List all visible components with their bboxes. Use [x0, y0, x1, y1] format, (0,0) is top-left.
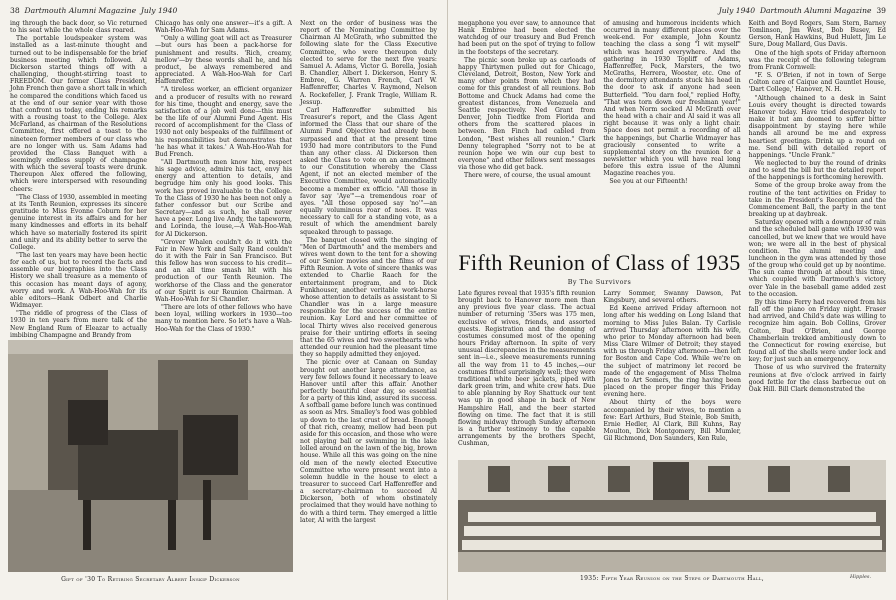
crowd-jackets: [462, 512, 882, 550]
paragraph: See you at our Fifteenth!: [609, 178, 688, 186]
right-column-2: [603, 20, 740, 248]
right-page: [448, 0, 896, 600]
page-number-left: 38: [10, 6, 20, 15]
right-column-1: [458, 20, 595, 248]
left-column-1: [10, 20, 147, 350]
paragraph: "All Dartmouth men know him, respect his sage advice, admire his tact, envy his energy and attention to details, and begrudge him only his good looks. This work has proved invaluable to the College. To the Class of 1930 he has been not only a father confessor but our Scribe and Secretary—and as such, he shall never have a peer. Long live Andy, the tapeworm, and Lorinda, the louse,—A Wah-Hoo-Wah for Al Dickerson.: [155, 158, 292, 238]
issue-date-right: July 1940: [718, 6, 756, 15]
left-column-2: [155, 20, 292, 350]
paragraph: Chicago has only one answer—it's a gift. A Wah-Hoo-Wah for Sam Adams.: [155, 20, 292, 35]
paragraph: "F. S. O'Brien, if not in town of Serge Colton care of Caique and Gauntlet House, 'Dart College,' Hanover, N. H.: [748, 72, 886, 94]
gift-photo-illustration: [8, 340, 293, 572]
paragraph: "Although chained to a desk in Saint Louis every thought is directed towards Hanover today. Have tried desperately to make it but am doomed to suffer bitter disappointment by staying here while hands all around be me and express heartiest greetings. Drink up a round on me. Send bill with detailed report of happenings. "Uncle Frank.": [748, 94, 886, 159]
article-column-1: [458, 290, 596, 448]
paragraph: "Only a willing goat will act as Treasurer—but ours has been a pack-horse for punishment and results. 'Rich, creamy, mellow'—by these words shall he, and his product, be always remembered and appreciated. A Wah-Hoo-Wah for Carl Haffenreffer.: [155, 35, 292, 86]
paragraph: "The riddle of progress of the Class of 1930 in ten years from mere talk of the New England Rum of Eleazar to actually imbibing Champagne and Brandy from: [10, 310, 147, 339]
left-text-columns: [10, 20, 437, 524]
paragraph: The banquet closed with the singing of "Men of Dartmouth" and the members and wives went down to the tent for a showing of our Senior movies and the films of our Fifth Reunion. A vote of sincere thanks was extended to Charlie Raach for the entertainment program, and to Dick Funkhouser, another veritable work-horse whose attention to details as assistant to Si Chandler was in a large measure responsible for the success of the entire reunion. Kay Lord and her committee of local Thirty wives also received generous praise for their untiring efforts in seeing that the 65 wives and two sweethearts who attended our reunion had the pleasant time they so happily admitted they enjoyed.: [300, 236, 437, 359]
reunion-photo: [458, 460, 886, 572]
paragraph: We neglected to buy the round of drinks and to send the bill but the detailed report of the happenings is forthcoming herewith.: [748, 159, 886, 182]
paragraph: One of the high spots of Friday afternoon was the receipt of the following telegram from Frank Cornwell:: [748, 49, 886, 71]
paragraph: The picnic over at Canaan on Sunday brought out another large attendance, as very few fellows found it necessary to leave Hanover until after this affair. Another perfectly beautiful clear day, so essential for a party of this kind, assured its success. A softball game before lunch was continued as soon as Mrs. Smalley's food was gobbled up down to the last crust of bread. Enough of that rich, creamy, mellow had been put aside for this occasion, and those who were not playing ball or swimming in the lake lolled around on the lawn of the big, brown house. While all this was going on the nine old men of the newly elected Executive Committee who were present went into a solemn huddle in the house to elect a treasurer to succeed Carl Haffenreffer and a secretary-chairman to succeed Al Dickerson, both of whom obstinately proclaimed that they would have nothing to do with a third term. They emerged a little later, Al with the largest: [300, 359, 437, 524]
gift-photo-caption: Gift of '30 To Retiring Secretary Albert Inskip Dickerson: [61, 576, 240, 583]
paragraph: There were, of course, the usual amount: [464, 172, 591, 180]
issue-date-left: July 1940: [140, 6, 178, 15]
paragraph: "A tireless worker, an efficient organizer and a producer of results with no reward for his time, thought and energy, save the satisfaction of a job well done—this must be the life of our Alumni Fund Agent. His record of accomplishment for the Class of 1930 not only bespeaks of the fulfillment of his responsibilities but demonstrates that 'he has what it takes.' A Wah-Hoo-Wah for Bud French.: [155, 86, 292, 158]
paragraph: Saturday opened with a downpour of rain and the scheduled ball game with 1930 was cancelled, but we knew that we would have won; we were all in the best of physical condition. The alumni meeting and luncheon in the gym was attended by those of the group who could get up by noontime. The sun came through at about this time, which coupled with Dartmouth's victory over Yale in the baseball game added zest to the occasion.: [748, 219, 886, 298]
paragraph: "There are lots of other fellows who have been loyal, willing workers in 1930—too many to mention here. So let's have a Wah-Hoo-Wah for the Class of 1930.": [155, 304, 292, 333]
paragraph: Carl Haffenreffer submitted his Treasurer's report, and the Class Agent informed the Class that our share of the Alumni Fund Objective had already been surpassed and that at the present time 1930 had more contributors to the Fund than any other class. Al Dickerson then asked the Class to vote on an amendment to our Constitution whereby the Class Agent, if not an elected member of the Executive Committee, would automatically become a member ex officio. "All those in favor say 'Aye'"—a tremendous roar of ayes. "All those opposed say 'no'"—an equally voluminous roar of noes. It was necessary to call for a standing vote, as a result of which the amendment barely squeaked through to passage.: [300, 106, 437, 236]
paragraph: "The Class of 1930, assembled in meeting at its Tenth Reunion, expresses its sincere gratitude to Miss Evonne Coburn for her genuine interest in its affairs and for her many kindnesses and efforts in its behalf which have so materially fostered its spirit and unity and its ability better to serve the College.: [10, 193, 147, 251]
paragraph: Those of us who survived the fraternity reunions at five o'clock arrived in fairly good fettle for the class barbecue out on Oak Hill. Bill Clark demonstrated the: [748, 364, 886, 393]
reunion-photo-caption: 1935: Fifth Year Reunion on the Steps of Dartmouth Hall,: [580, 575, 764, 582]
paragraph: ing through the back door, so Vic returned to his seat while the whole class roared.: [10, 20, 147, 35]
paragraph: Larry Sommer, Swanny Dawson, Pat Kingsbury, and several others.: [603, 290, 741, 305]
paragraph: Late figures reveal that 1935's fifth reunion brought back to Hanover more men than any previous five year class. The actual number of returning '35ers was 175 men, exclusive of wives, friends, and assorted guests. Registration and the donning of costumes consumed most of the opening hours Friday afternoon. In spite of very unusual discrepancies in the measurements sent in—i.e., sleeve measurements running all the way from 11 to 45 inches,—our costumes fitted surprisingly well; they were traditional white beer jackets, piped with dark green trim, and white crew hats. Due to able planning by Roy Shattuck our tent was up in good shape in back of New Hampshire Hall, and the beer started flowing on time. The fact that it is still flowing midway through Sunday afternoon is a further testimony to the capable arrangements by the brothers Specht, Cushman,: [458, 290, 596, 448]
paragraph: Next on the order of business was the report of the Nominating Committee by Chairman Al McGrath, who submitted the following slate for the Class Executive Committee, who were thereupon duly elected to serve for the next five years: Samuel A. Adams, Victor G. Borella, Josiah B. Chandler, Albert I. Dickerson, Henry S. Embree, G. Warren French, Carl W. Haffenreffer, Charles V. Raymond, Nelson A. Rockefeller, J. Frank Tragle, William R. Jessup.: [300, 20, 437, 106]
paragraph: of amusing and humorous incidents which occurred in many different places over the week-end. For example, John Kountz teaching the class a song "I wit myself" which was heard everywhere. And the gathering in 1930 Topliff of Adams, Haffenreffer, Peck, Marsters, the two McGraths, Herrera, Wooster, etc. One of the dormitory attendants stuck his head in the door to ask if anyone had seen Butterfield. "You darn fool," replied Hofty, "That was torn down our freshman year!" And when Norm socked Al McGrath over the head with a chair and Al said it was all right because it was only a light chair. Space does not permit a recording of all the happenings, but Charlie Widmayer has graciously consented to write a supplemental story on the reunion for a newsletter which you will have real long before this extra issue of the Alumni Magazine reaches you.: [603, 20, 741, 178]
paragraph: Ed Keene arrived Friday afternoon not long after his wedding on Long Island that morning to Miss Jules Balan. Ty Carlisle arrived Thursday afternoon with his wife, who prior to Monday afternoon had been Miss Clare Wilmer of Detroit; they stayed with us through Friday afternoon—then left for Boston and Cape Cod. While we're on the subject of matrimony let record be made of the engagement of Miss Thelma Jones to Art Somers, the ring having been placed on the proper finger this Friday evening here.: [603, 305, 741, 399]
paragraph: "The last ten years may have been hectic for each of us, but to record the facts and assemble our biographies into the Class History we shall treasure as a memento of this occasion has meant days of agony, worry and work. A Wah-Hoo-Wah for its able editors—Hank Odbert and Charlie Widmayer.: [10, 252, 147, 310]
article-byline: [458, 278, 741, 286]
photo-credit: Hipples.: [850, 574, 872, 580]
right-column-3: [749, 20, 886, 520]
paragraph: megaphone you ever saw, to announce that Hank Embree had been elected the watchdog of our treasury and Bud French had been put on the spot of trying to follow in the footsteps of the secretary.: [458, 20, 596, 56]
paragraph: Keith and Boyd Rogers, Sam Stern, Barney Tomlinson, Jim West, Bob Busey, Ed Gerson, Hank Hawkins, Bud Hulett, Jim Le Sure, Doug Mallard, Gus Davis.: [748, 20, 886, 49]
paragraph: Some of the group broke away from the routine of the tent activities on Friday to take in the President's Reception and the Commencement Ball, the party in the tent breaking up at daybreak.: [748, 182, 886, 219]
article-columns: [458, 290, 741, 448]
byline-author: The Survivors: [579, 278, 632, 286]
article-column-2: [603, 290, 742, 443]
gift-photo: [8, 340, 293, 572]
article-header: [458, 246, 741, 448]
paragraph: "Grover Whalen couldn't do it with the Fair in New York and Sally Rand couldn't do it with the Fair in San Francisco. But this fellow has won success to his credit—and an all time smash hit with his production of our Tenth Reunion. The workhorse of the Class and the generator of our Spirit is our Reunion Chairman. A Wah-Hoo-Wah for Si Chandler.: [155, 238, 292, 303]
magazine-title-left: Dartmouth Alumni Magazine: [24, 6, 137, 15]
byline-prefix: By: [567, 278, 578, 286]
paragraph: About thirty of the boys were accompanied by their wives, to mention a few: Earl Arthurs, Bud Steinle, Bob Smith, Ernie Hedler, Al Clark, Bill Kuhns, Ray Moulton, Dick Montgomery, Bill Mumler, Gil Richmond, Don Saunders, Ken Rule,: [603, 399, 741, 443]
page-number-right: 39: [876, 6, 886, 15]
paragraph: By this time Ferry had recovered from his fall off the piano on Friday night. Fraser had arrived, and Child's date was willing to recognize him again. Bob Collins, Grover Colton, Bud O'Brien, and George Chamberlain trekked ambitiously down to the Connecticut for rowing exercise, but found all of the shells were under lock and key; for just such an emergency.: [748, 298, 886, 364]
running-head-right: [458, 6, 886, 16]
left-column-3: [300, 20, 437, 580]
article-title: Fifth Reunion of Class of 1935: [458, 250, 741, 275]
magazine-title-right: Dartmouth Alumni Magazine: [759, 6, 872, 15]
paragraph: The portable loudspeaker system was installed as a last-minute thought and turned out to be indispensable for the brief business meeting which followed. Al Dickerson started things off with a challenging, thought-stirring toast to FREEDOM. Our former Class President, John French then gave a short talk in which he compared the conditions which faced us at the end of our senior year with those that confront us today, ending his remarks with a rousing toast to the College. Alex McFarland, as chairman of the Resolutions Committee, first offered a toast to the nineteen former members of our class who are no longer with us. Sam Adams had provided the Class Banquet with a seemingly endless supply of champagne with which the several toasts were drunk. Thereupon Alex offered the following, which were interspersed with resounding cheers:: [10, 35, 147, 193]
paragraph: The picnic soon broke up as carloads of happy Thirtymen pulled out for Chicago, Cleveland, Detroit, Boston, New York and many other points from which they had come for this grandest of all reunions. Bob Bottome and Chuck Adams had come the greatest distances, from Venezuela and Seattle respectively. Ned Grant from Denver, John Tiedtke from Florida and others from the scattered places in between. Ben Finch had cabled from London, "Best wishes all reunion." Clark Denny telegraphed "Sorry not to be at reunion hope we win our cup best to everyone" and other fellows sent messages via those who did get back.: [458, 56, 596, 172]
reunion-photo-illustration: [458, 460, 886, 572]
running-head-left: [10, 6, 437, 16]
